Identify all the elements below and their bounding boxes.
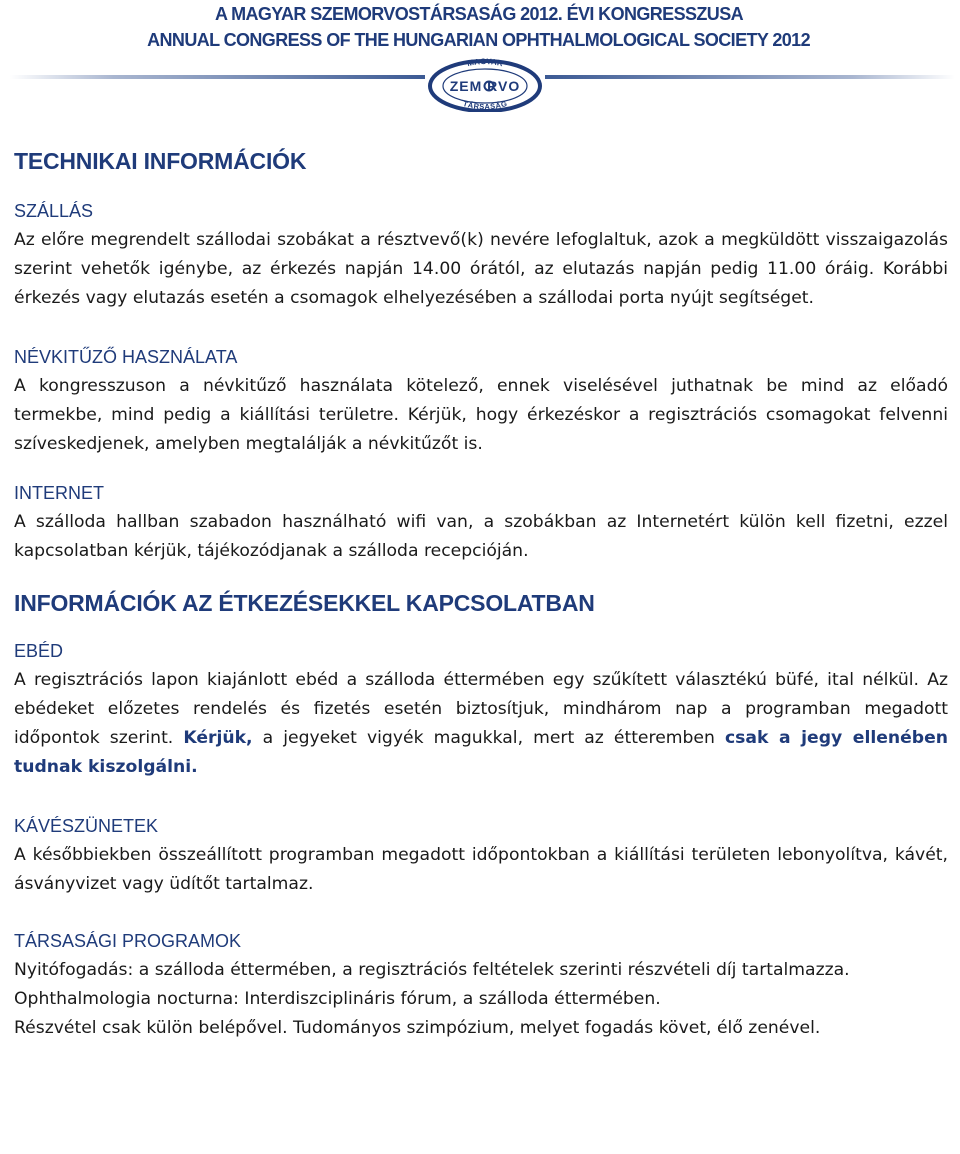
header-rule-right <box>545 75 955 79</box>
lunch-text-emphasis-1: Kérjük, <box>183 728 253 748</box>
document-body <box>14 148 948 1067</box>
lunch-heading: EBÉD <box>14 641 64 661</box>
meals-info-title: INFORMÁCIÓK AZ ÉTKEZÉSEKKEL KAPCSOLATBAN <box>14 590 595 616</box>
internet-text: A szálloda hallban szabadon használható wifi van, a szobákban az Internetért külön kell fizetni, ezzel kapcsolatban kérjük, tájékozódjanak a szálloda recepcióján. <box>14 512 948 561</box>
page-header <box>0 0 960 120</box>
lodging-text: Az előre megrendelt szállodai szobákat a résztvevő(k) nevére lefoglaltuk, azok a megküldött visszaigazolás szerint vehetők igénybe, az érkezés napján 14.00 órától, az elutazás napján pedig 11.00 óráig. Korábbi érkezés vagy elutazás esetén a csomagok elhelyezésében a szállodai porta nyújt segítséget. <box>14 230 948 308</box>
lunch-text-part-1: A regisztrációs lapon kiajánlott ebéd a szálloda éttermében egy szűkített választékú büfé, ital nélkül. Az ebédeket előzetes rendelés és fizetés esetén biztosítjuk, mindhárom nap a programban megadott időpontok szerint. <box>14 670 948 748</box>
badge-heading: NÉVKITŰZŐ HASZNÁLATA <box>14 347 238 367</box>
coffee-text: A későbbiekben összeállított programban megadott időpontokban a kiállítási területen lebonyolítva, kávét, ásványvizet vagy üdítőt tartalmaz. <box>14 845 948 894</box>
social-section <box>14 927 948 1043</box>
internet-heading: INTERNET <box>14 483 104 503</box>
congress-title-hu: A MAGYAR SZEMORVOSTÁRSASÁG 2012. ÉVI KONGRESSZUSA <box>214 4 743 24</box>
congress-title-en: ANNUAL CONGRESS OF THE HUNGARIAN OPHTHALMOLOGICAL SOCIETY 2012 <box>147 30 810 50</box>
social-heading: TÁRSASÁGI PROGRAMOK <box>14 931 242 951</box>
coffee-heading: KÁVÉSZÜNETEK <box>14 816 159 836</box>
svg-text:TÁRSASÁG: TÁRSASÁG <box>461 99 508 112</box>
social-line-3: Részvétel csak külön belépővel. Tudományos szimpózium, melyet fogadás követ, élő zenével. <box>14 1018 821 1038</box>
lunch-text <box>14 666 948 782</box>
lunch-section <box>14 637 948 782</box>
lodging-section <box>14 197 948 313</box>
social-line-2: Ophthalmologia nocturna: Interdiszciplináris fórum, a szálloda éttermében. <box>14 989 661 1009</box>
internet-section <box>14 479 948 566</box>
header-rule-left <box>10 75 425 79</box>
society-logo <box>427 56 543 112</box>
badge-section <box>14 343 948 459</box>
coffee-section <box>14 812 948 899</box>
lunch-text-part-2: a jegyeket vigyék magukkal, mert az étteremben <box>252 728 725 748</box>
badge-text: A kongresszuson a névkitűző használata kötelező, ennek viselésével juthatnak be mind az előadó termekbe, mind pedig a kiállítási területre. Kérjük, hogy érkezéskor a regisztrációs csomagokat felvenni szíveskedjenek, amelyben megtalálják a névkitűzőt is. <box>14 376 948 454</box>
lunch-text-emphasis-2: csak a jegy ellenében tudnak kiszolgálni. <box>14 728 948 777</box>
svg-text:MAGYAR: MAGYAR <box>466 56 504 69</box>
svg-text:ZEM RVO: ZEM RVO <box>449 78 521 94</box>
social-line-1: Nyitófogadás: a szálloda éttermében, a regisztrációs feltételek szerinti részvételi díj tartalmazza. <box>14 960 850 980</box>
lodging-heading: SZÁLLÁS <box>14 201 94 221</box>
technical-info-title: TECHNIKAI INFORMÁCIÓK <box>14 148 307 174</box>
